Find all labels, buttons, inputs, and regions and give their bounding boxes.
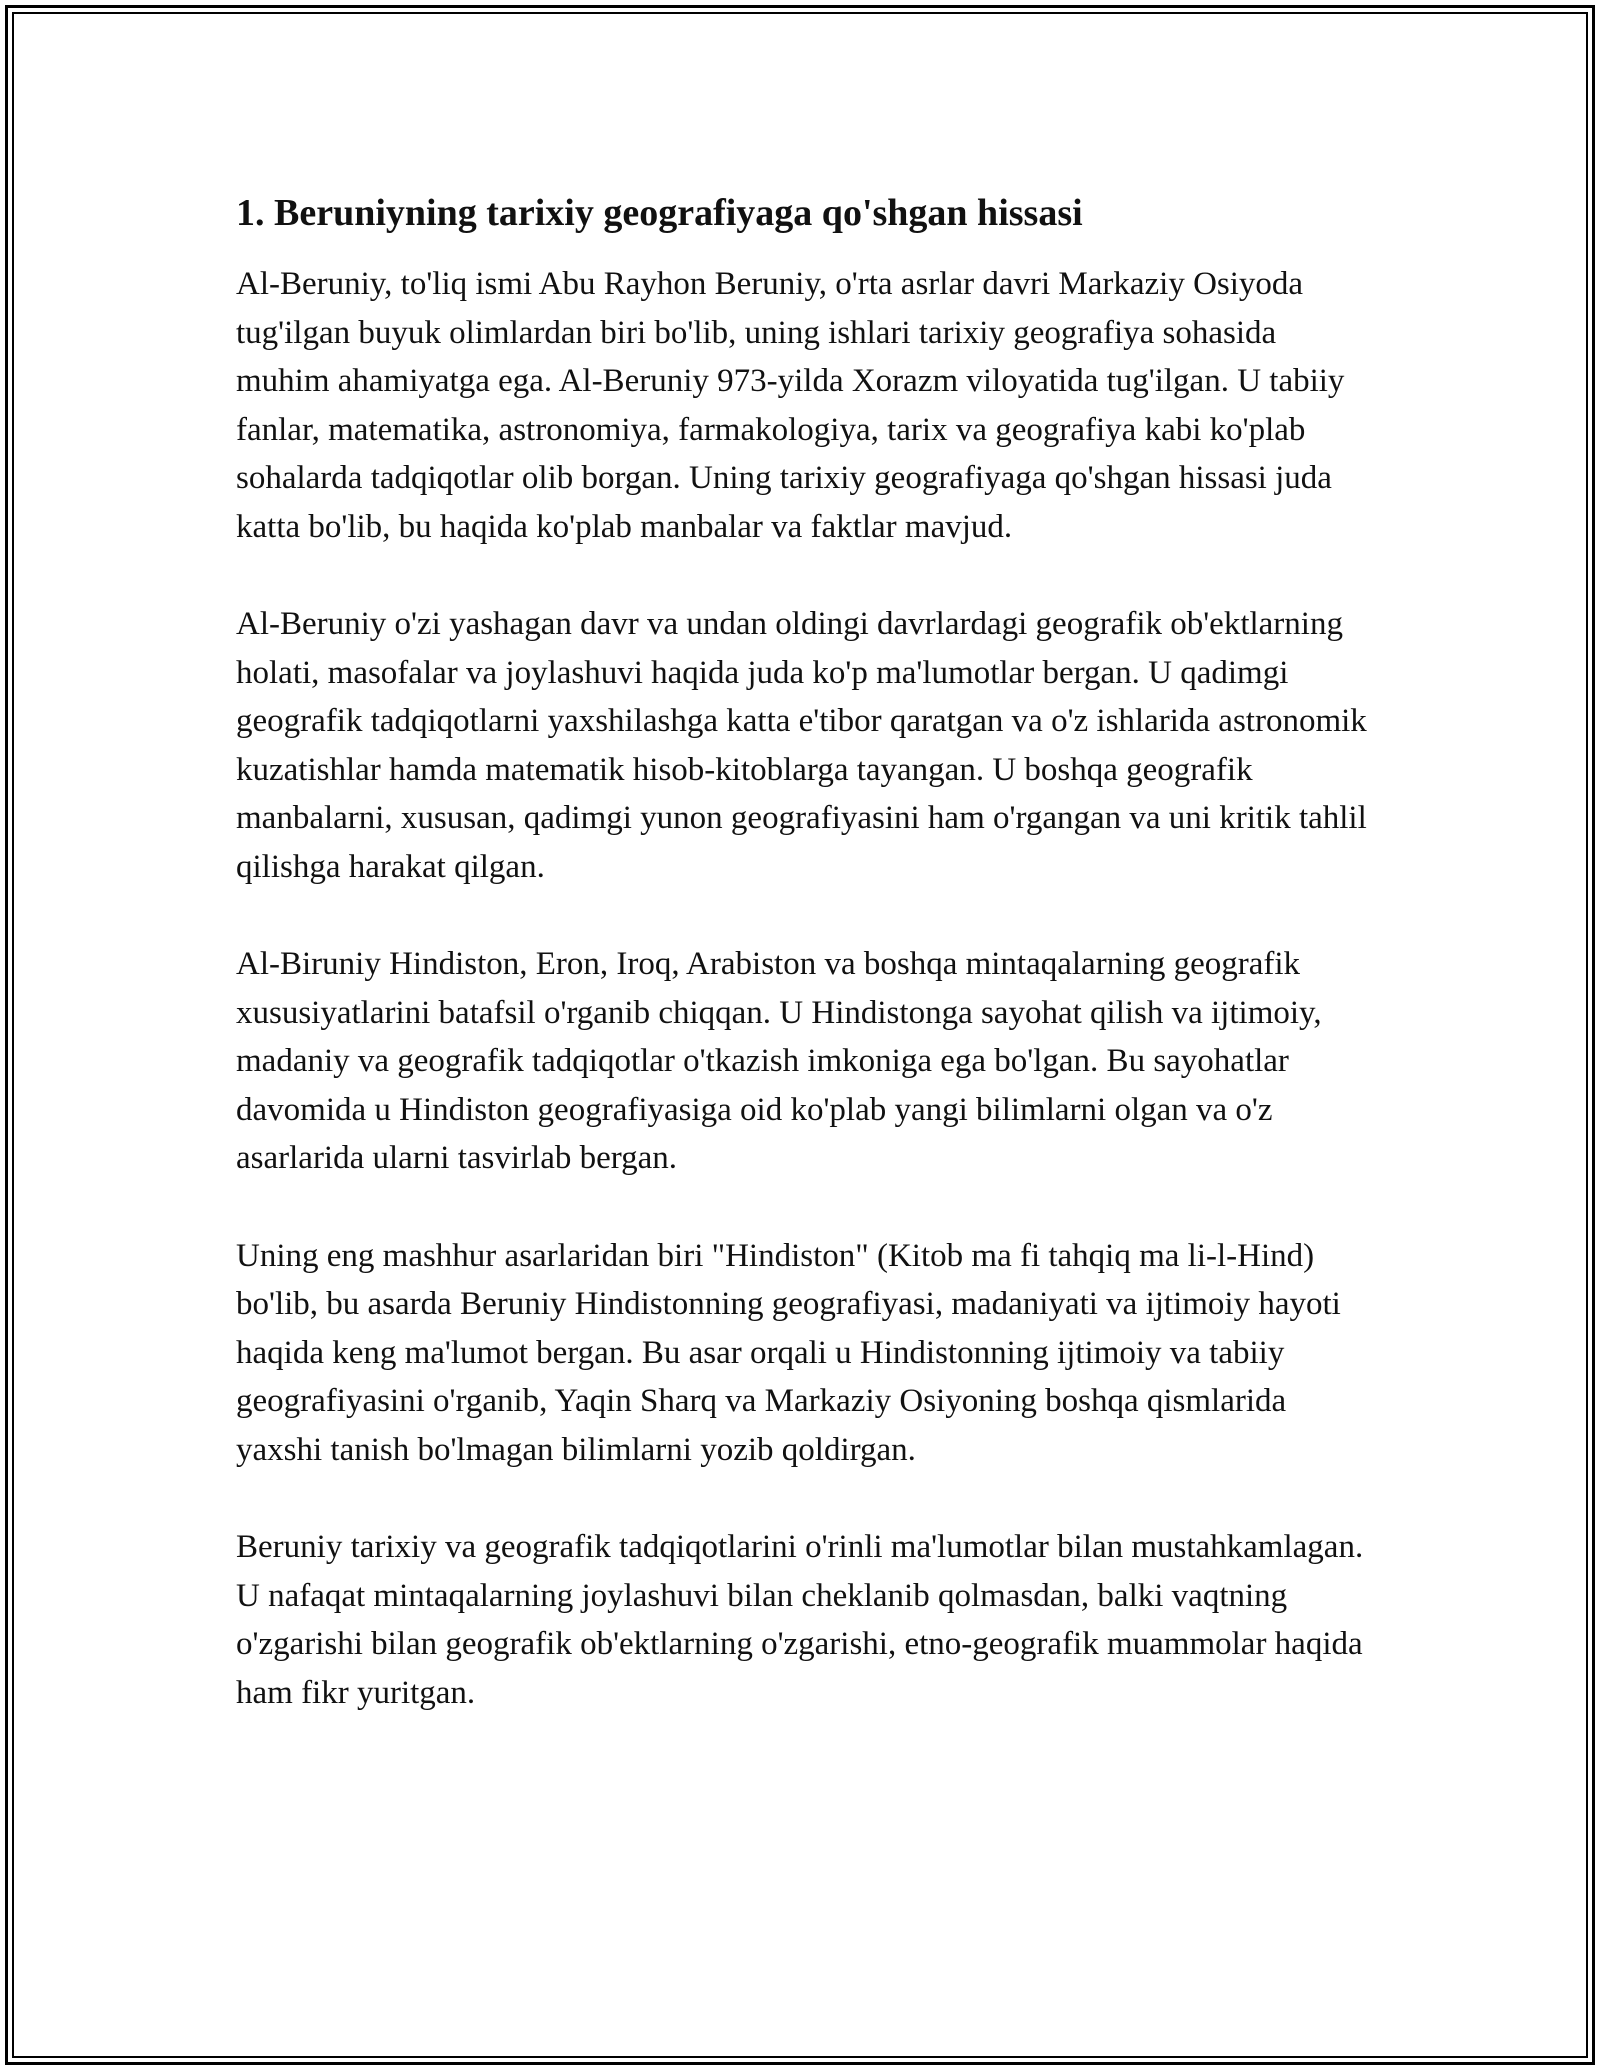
paragraph: Al-Beruniy o'zi yashagan davr va undan oldingi davrlardagi geografik ob'ektlarning holati, masofalar va joylashuvi haqida juda ko'p ma'lumotlar bergan. U qadimgi geografik tadqiqotlarni yaxshilashga katta e'tibor qaratgan va o'z ishlarida astronomik kuzatishlar hamda matematik hisob-kitoblarga tayangan. U boshqa geografik manbalarni, xususan, qadimgi yunon geografiyasini ham o'rgangan va uni kritik tahlil qilishga harakat qilgan. bbox=[236, 606, 1367, 885]
section-title: 1. Beruniyning tarixiy geografiyaga qo'shgan hissasi bbox=[236, 192, 1083, 234]
paragraph: Al-Biruniy Hindiston, Eron, Iroq, Arabiston va boshqa mintaqalarning geografik xususiyatlarini batafsil o'rganib chiqqan. U Hindistonga sayohat qilish va ijtimoiy, madaniy va geografik tadqiqotlar o'tkazish imkoniga ega bo'lgan. Bu sayohatlar davomida u Hindiston geografiyasiga oid ko'plab yangi bilimlarni olgan va o'z asarlarida ularni tasvirlab bergan. bbox=[236, 946, 1322, 1176]
paragraph: Uning eng mashhur asarlaridan biri "Hindiston" (Kitob ma fi tahqiq ma li-l-Hind) bo'lib, bu asarda Beruniy Hindistonning geografiyasi, madaniyati va ijtimoiy hayoti haqida keng ma'lumot bergan. Bu asar orqali u Hindistonning ijtimoiy va tabiiy geografiyasini o'rganib, Yaqin Sharq va Markaziy Osiyoning boshqa qismlarida yaxshi tanish bo'lmagan bilimlarni yozib qoldirgan. bbox=[236, 1237, 1341, 1468]
paragraph: Beruniy tarixiy va geografik tadqiqotlarini o'rinli ma'lumotlar bilan mustahkamlagan. U nafaqat mintaqalarning joylashuvi bilan cheklanib qolmasdan, balki vaqtning o'zgarishi bilan geografik ob'ektlarning o'zgarishi, etno-geografik muammolar haqida ham fikr yuritgan. bbox=[236, 1529, 1364, 1711]
document-body bbox=[236, 188, 1376, 1717]
paragraph: Al-Beruniy, to'liq ismi Abu Rayhon Beruniy, o'rta asrlar davri Markaziy Osiyoda tug'ilgan buyuk olimlardan biri bo'lib, uning ishlari tarixiy geografiya sohasida muhim ahamiyatga ega. Al-Beruniy 973-yilda Xorazm viloyatida tug'ilgan. U tabiiy fanlar, matematika, astronomiya, farmakologiya, tarix va geografiya kabi ko'plab sohalarda tadqiqotlar olib borgan. Uning tarixiy geografiyaga qo'shgan hissasi juda katta bo'lib, bu haqida ko'plab manbalar va faktlar mavjud. bbox=[236, 266, 1345, 545]
